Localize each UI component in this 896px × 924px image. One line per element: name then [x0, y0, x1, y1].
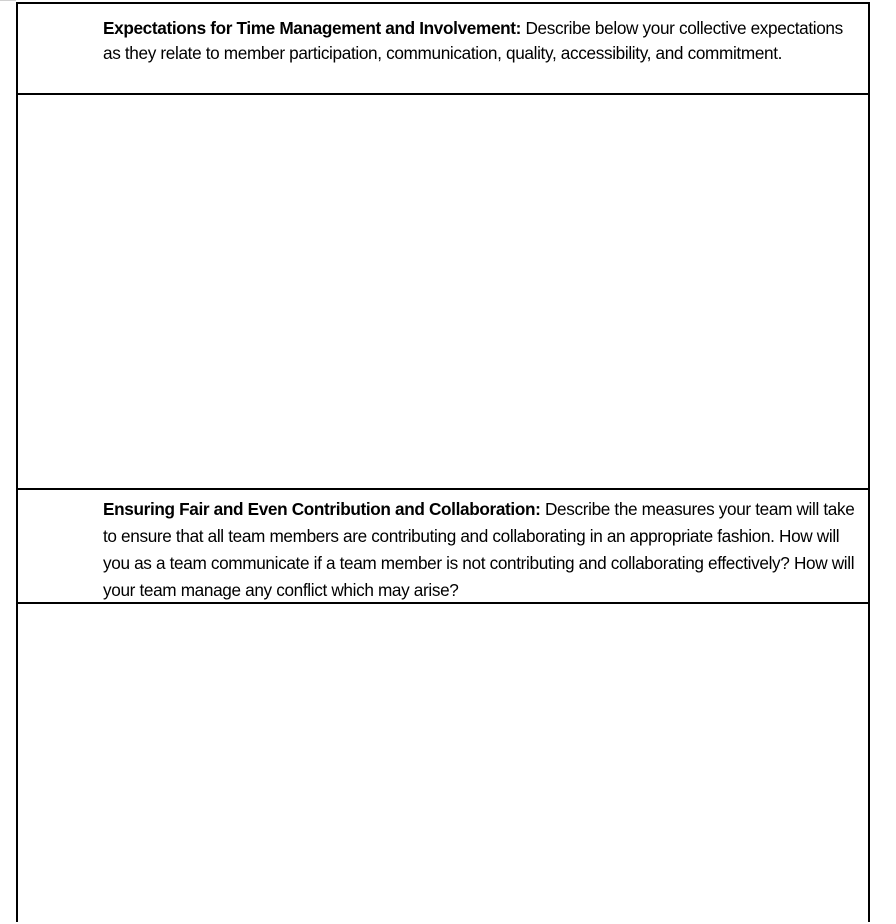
time-management-prompt: [103, 16, 860, 66]
team-agreement-table: [16, 2, 870, 922]
contribution-prompt-cell: [18, 490, 868, 604]
time-management-heading: Expectations for Time Management and Involvement:: [103, 18, 522, 38]
contribution-heading: Ensuring Fair and Even Contribution and Collaboration:: [103, 499, 541, 519]
time-management-description: Describe below your collective expectations as they relate to member participation, communication, quality, accessibility, and commitment.: [103, 18, 843, 63]
contribution-response-cell[interactable]: [18, 604, 868, 924]
time-management-response-cell[interactable]: [18, 95, 868, 490]
contribution-description: Describe the measures your team will take to ensure that all team members are contributing and collaborating in an appropriate fashion. How will you as a team communicate if a team member is not contributing and collaborating effectively? How will your team manage any conflict which may arise?: [103, 499, 855, 600]
time-management-prompt-cell: [18, 4, 868, 95]
contribution-prompt: [103, 496, 860, 604]
page-corner-mark: [0, 0, 16, 1]
